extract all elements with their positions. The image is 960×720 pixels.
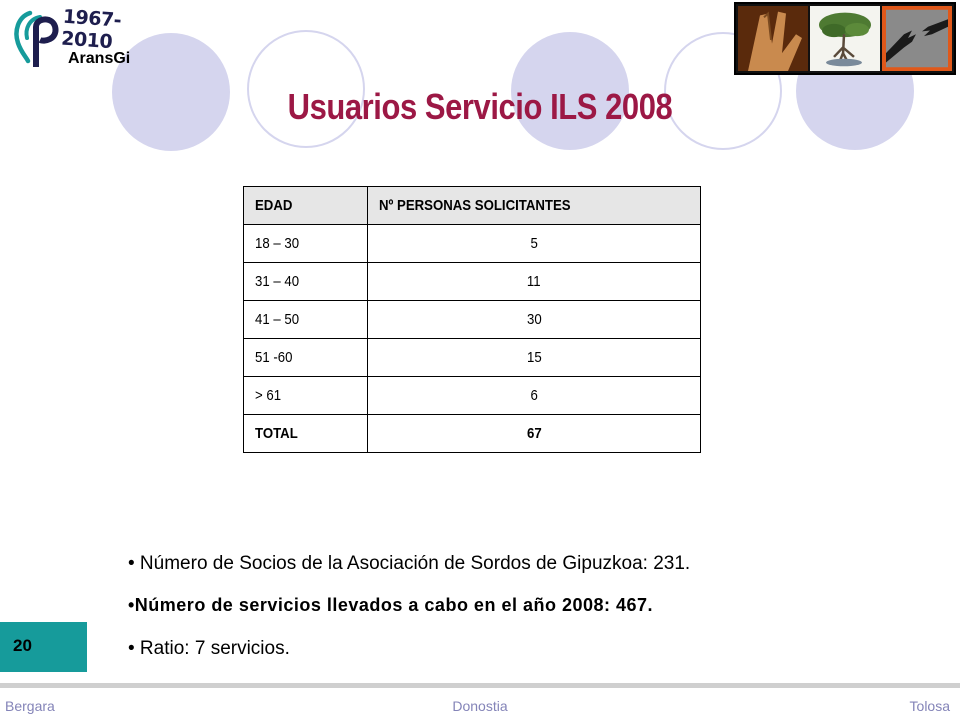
footer-location-left: Bergara xyxy=(5,698,55,714)
bullet-services: •Número de servicios llevados a cabo en el año 2008: 467. xyxy=(128,595,654,615)
aransgi-logo xyxy=(10,5,160,75)
age-range: 51 -60 xyxy=(255,349,293,366)
table-row xyxy=(244,301,701,339)
age-range: 41 – 50 xyxy=(255,311,300,328)
count-value: 30 xyxy=(526,311,542,328)
footer-location-right: Tolosa xyxy=(909,698,950,714)
table-header-row xyxy=(244,187,701,225)
reaching-hands-photo-icon xyxy=(882,6,952,71)
age-cell xyxy=(244,339,368,377)
age-range: 18 – 30 xyxy=(255,235,300,252)
table-total-row xyxy=(244,415,701,453)
page-number: 20 xyxy=(13,636,32,655)
photo-strip xyxy=(734,2,956,75)
footer-divider xyxy=(0,683,960,688)
photo-reaching-hands xyxy=(882,6,952,71)
column-header-age xyxy=(244,187,368,225)
column-header-count xyxy=(368,187,701,225)
age-table xyxy=(243,186,701,453)
bullet-ratio: • Ratio: 7 servicios. xyxy=(128,638,290,659)
age-cell xyxy=(244,301,368,339)
age-cell xyxy=(244,377,368,415)
total-count: 67 xyxy=(526,425,542,442)
table-row xyxy=(244,263,701,301)
count-cell xyxy=(368,339,701,377)
logo-years: 1967-2010 xyxy=(60,5,122,54)
count-value: 15 xyxy=(526,349,542,366)
table-row xyxy=(244,377,701,415)
age-range: > 61 xyxy=(255,387,282,404)
count-value: 11 xyxy=(527,273,541,290)
count-value: 6 xyxy=(530,387,538,404)
page-number-badge xyxy=(0,622,87,672)
age-range: 31 – 40 xyxy=(255,273,300,290)
table-row xyxy=(244,339,701,377)
tree-photo-icon xyxy=(810,6,880,71)
footer xyxy=(0,698,960,718)
total-label: TOTAL xyxy=(255,425,298,442)
count-value: 5 xyxy=(530,235,538,252)
photo-hands xyxy=(738,6,808,71)
count-cell xyxy=(368,225,701,263)
age-cell xyxy=(244,263,368,301)
count-cell xyxy=(368,301,701,339)
count-cell xyxy=(368,377,701,415)
column-header-count-label: Nº PERSONAS SOLICITANTES xyxy=(379,197,571,214)
count-cell xyxy=(368,263,701,301)
bullet-members: • Número de Socios de la Asociación de Sordos de Gipuzkoa: 231. xyxy=(128,553,691,574)
column-header-age-label: EDAD xyxy=(255,197,293,214)
footer-location-center: Donostia xyxy=(452,698,508,714)
photo-tree xyxy=(810,6,880,71)
page-title: Usuarios Servicio ILS 2008 xyxy=(287,86,673,127)
logo-name: AransGi xyxy=(68,50,131,67)
age-cell xyxy=(244,225,368,263)
total-count-cell xyxy=(368,415,701,453)
total-label-cell xyxy=(244,415,368,453)
table-row xyxy=(244,225,701,263)
hands-photo-icon xyxy=(738,6,808,71)
